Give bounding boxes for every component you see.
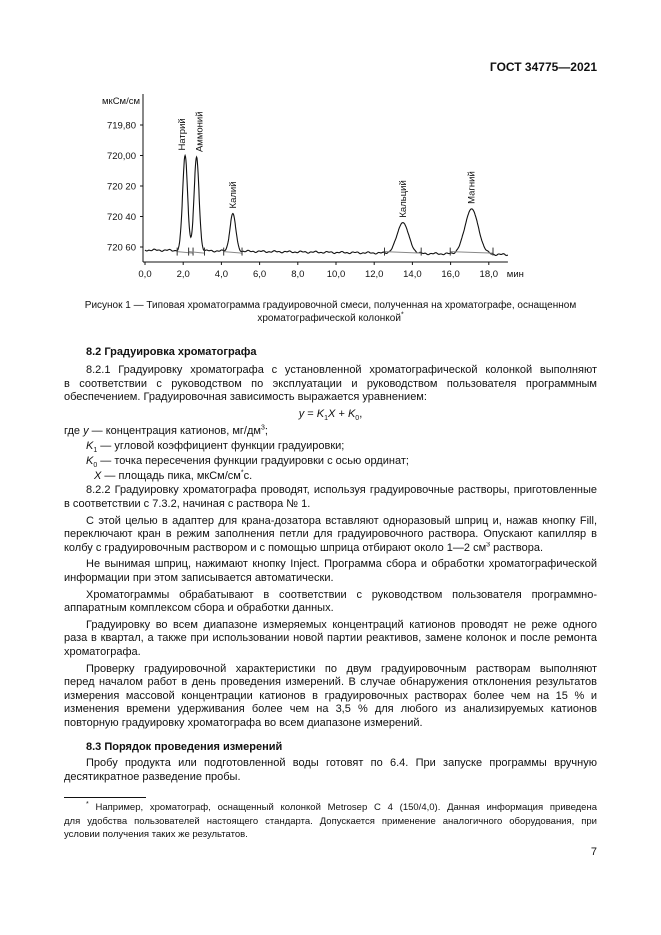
text-line: хроматографа. xyxy=(64,645,141,658)
text-line: перед началом работ в день проведения измерений. В случае обнаружения отклонения результатов xyxy=(64,676,597,689)
text-line: Проверку градуировочной характеристики по двум градуировочным растворам выполняют xyxy=(86,662,597,675)
text-line: Хроматограммы обрабатывают в соответствии с руководством пользователя программно- xyxy=(86,588,597,601)
x-tick-label: 4,0 xyxy=(214,269,229,280)
text-line: повторную градуировку хроматографа во всем диапазоне измерений. xyxy=(64,716,423,729)
y-tick-label: 720 20 xyxy=(106,181,136,193)
chromatogram-figure xyxy=(90,90,540,290)
where-y: где y — концентрация катионов, $мг/дм^3$; xyxy=(64,424,268,438)
peak-label-Калий: Калий xyxy=(227,181,239,209)
text-line: информации при этом записывается автоматически. xyxy=(64,571,334,584)
x-tick-label: 8,0 xyxy=(291,269,305,280)
document-number: ГОСТ 34775—2021 xyxy=(489,60,597,74)
text-line: Не вынимая шприц, нажимают кнопку Inject. Программа сбора и обработки хроматографической xyxy=(86,558,597,571)
paragraph-fill xyxy=(64,515,597,556)
peak-baseline xyxy=(224,252,242,254)
text-line: 8.2.2 Градуировку хроматографа проводят, используя градуировочные растворы, приготовленные xyxy=(86,484,597,497)
page-number: 7 xyxy=(590,846,597,858)
x-tick-label: 6,0 xyxy=(252,269,267,280)
where-k1: $K_1$ — угловой коэффициент функции градуировки; xyxy=(86,440,345,455)
peak-label-Аммоний: Аммоний xyxy=(194,111,206,153)
x-axis-label: мин xyxy=(506,269,524,280)
y-axis-label: мкСм/см xyxy=(102,96,140,107)
paragraph-calibration-range xyxy=(64,619,597,660)
paragraph-8-2-1 xyxy=(64,364,597,405)
paragraph-chromatograms xyxy=(64,589,597,616)
x-tick-label: 18,0 xyxy=(479,269,499,280)
where-k0: $K_0$ — точка пересечения функции градуировки с осью ординат; xyxy=(86,455,409,470)
peak-label-Натрий: Натрий xyxy=(177,118,189,151)
text-line: раза в квартал, а также при использовании новой партии реактивов, замене колонок и после ремонта xyxy=(64,632,597,645)
text-line: десятикратное разведение пробы. xyxy=(64,771,241,784)
text-line: в соответствии с руководством по эксплуатации и руководством пользователя программным xyxy=(64,377,597,390)
x-tick-label: 14,0 xyxy=(403,269,422,280)
paragraph-8-2-2 xyxy=(64,484,597,511)
text-line: переключают кран в режим заполнения петли для градуировочного раствора. Опускают капилляр в xyxy=(64,528,597,541)
text-line: обеспечением. Градуировочная зависимость выражается уравнением: xyxy=(64,391,427,404)
text-line: колбу с градуировочным раствором и с помощью шприца отбирают около 1—2 $см^3$ раствора. xyxy=(64,541,544,554)
body-text xyxy=(64,345,597,785)
text-line: в соответствии с 7.3.2, начиная с раствора № 1. xyxy=(64,497,311,510)
y-tick-label: 719,80 xyxy=(106,120,136,132)
y-tick-label: 720,00 xyxy=(106,151,136,162)
x-tick-label: 0,0 xyxy=(138,269,152,280)
section-8-3-heading: 8.3 Порядок проведения измерений xyxy=(86,741,283,754)
section-8-2-heading: 8.2 Градуировка хроматографа xyxy=(86,346,257,358)
paragraph-8-3 xyxy=(64,757,597,784)
where-x: X — площадь пика, мкСм/см*с. xyxy=(94,469,253,483)
x-tick-label: 10,0 xyxy=(326,269,346,280)
signal-trace xyxy=(145,156,508,256)
x-tick-label: 16,0 xyxy=(441,269,460,280)
text-line: аппаратным комплексом сбора и обработки данных. xyxy=(64,602,334,615)
text-line: 8.2.1 Градуировку хроматографа с установленной хроматографической колонкой выполняют xyxy=(86,364,597,376)
peak-baseline xyxy=(450,252,493,254)
footnote-divider xyxy=(64,797,146,798)
text-line: С этой целью в адаптер для крана-дозатора вставляют одноразовый шприц и, нажав кнопку Fill, xyxy=(86,514,597,527)
peak-label-Кальций: Кальций xyxy=(397,180,409,218)
x-tick-label: 2,0 xyxy=(176,269,190,280)
text-line: измерения массовой концентрации катионов в градуировочных растворах более чем на 15 % и xyxy=(64,689,597,702)
text-line: изменения времени удерживания более чем на 3,5 % для любого из анализируемых катионов xyxy=(64,703,597,716)
calibration-equation: $y = K_1X + K_0$, xyxy=(298,407,363,422)
text-line: Пробу продукта или подготовленной воды готовят по 6.4. При запуске программы вручную xyxy=(86,757,597,770)
figure-caption: Рисунок 1 — Типовая хроматограмма градуировочной смеси, полученная на хроматографе, оснащенном хроматографической колонкой* xyxy=(84,300,577,324)
y-tick-label: 720 60 xyxy=(106,242,136,254)
y-tick-label: 720 40 xyxy=(106,212,136,223)
paragraph-inject xyxy=(64,558,597,585)
paragraph-calibration-check xyxy=(64,663,597,731)
text-line: Градуировку во всем диапазоне измеряемых концентраций катионов проводят не реже одного xyxy=(86,618,597,631)
footnote: * Например, хроматограф, оснащенный колонкой Metrosep C 4 (150/4,0). Данная информация приведена для удобства пользователей настоящего стандарта. Допускается применение аналогичного оборудования, при условии получения таких же результатов. xyxy=(64,801,597,840)
peak-label-Магний: Магний xyxy=(466,171,478,204)
x-tick-label: 12,0 xyxy=(364,269,384,280)
